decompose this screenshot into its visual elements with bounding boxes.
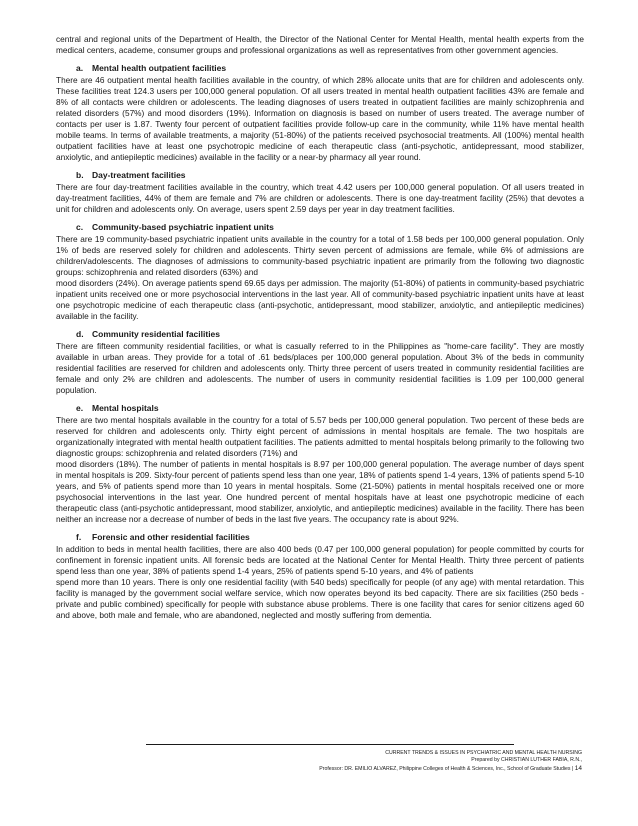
page-number: 14 xyxy=(574,764,582,772)
footer-professor-line xyxy=(162,765,582,773)
section-title: Community-based psychiatric inpatient units xyxy=(92,222,274,232)
section-paragraph: mood disorders (24%). On average patients spend 69.65 days per admission. The majority (51-80%) of patients in community-based psychiatric inpatient units received one or more psychosocial interventions in the last year. All of community-based psychiatric inpatient units have at least one psychotropic medicine of each therapeutic class (anti-psychotic, antidepressant, mood stabilizer, anxiolytic, and antiepileptic medicines) available in the facility. xyxy=(56,278,584,321)
section-letter: f. xyxy=(76,532,82,542)
section-paragraph: There are fifteen community residential facilities, or what is casually referred to in the Philippines as "home-care facility". They are mostly available in urban areas. They provide for a total of .61 beds/places per 100,000 general population. About 3% of the beds in community residential facilities are reserved for children and adolescents only. Thirty three percent of users treated in community residential facilities are female and only 2% are children and adolescents. The number of users in community residential facilities is 1.09 per 100,000 general population. xyxy=(56,341,584,395)
section-letter: c. xyxy=(76,222,84,232)
section-heading xyxy=(56,329,584,340)
section-mental-hospitals xyxy=(56,403,584,525)
page-footer xyxy=(162,750,582,773)
intro-paragraph: central and regional units of the Department of Health, the Director of the National Center for Mental Health, mental health experts from the medical centers, academe, consumer groups and professional organizations as well as representatives from other government agencies. xyxy=(56,34,584,55)
section-paragraph: There are 46 outpatient mental health facilities available in the country, of which 28% allocate units that are for children and adolescents only. These facilities treat 124.3 users per 100,000 general population. Of all users treated in mental health outpatient facilities 43% are female and 8% of all contacts were children or adolescents. The leading diagnoses of users treated in outpatient facilities are mainly schizophrenia and related disorders (57%) and mood disorders (19%). Information on diagnosis is based on number of users treated. The average number of contacts per user is 1.87. Twenty four percent of outpatient facilities provide follow-up care in the community, while 11% have mental health mobile teams. In terms of available treatments, a majority (51-80%) of the patients received psychosocial treatments. All (100%) mental health outpatient facilities have at least one psychotropic medicine of each therapeutic class (anti-psychotic, antidepressant, mood stabilizer, anxiolytic, and antiepileptic medicines) available in the facility or a near-by pharmacy all year round. xyxy=(56,75,584,162)
footer-rule xyxy=(146,744,514,745)
section-paragraph: There are four day-treatment facilities available in the country, which treat 4.42 users per 100,000 general population. Of all users treated in day-treatment facilities, 44% of them are female and 7% are children or adolescents. There is one day-treatment facility (25%) that devotes a unit for children and adolescents only. On average, users spent 2.59 days per year in day treatment facilities. xyxy=(56,182,584,214)
section-title: Community residential facilities xyxy=(92,329,221,339)
section-heading xyxy=(56,532,584,543)
section-title: Mental hospitals xyxy=(92,403,159,413)
section-title: Day-treatment facilities xyxy=(92,170,186,180)
document-page xyxy=(56,34,584,621)
section-letter: d. xyxy=(76,329,84,339)
section-day-treatment xyxy=(56,170,584,215)
section-heading xyxy=(56,222,584,233)
footer-professor: Professor: DR. EMILIO ALVAREZ, Philippine Colleges of Health & Sciences, Inc., School of Graduate Studies xyxy=(319,765,571,772)
section-community-inpatient xyxy=(56,222,584,322)
section-paragraph: mood disorders (18%). The number of patients in mental hospitals is 8.97 per 100,000 general population. The average number of days spent in mental hospitals is 209. Sixty-four percent of patients spend less than one year, 18% of patients spend 1-4 years, 13% of patients spend 5-10 years, and 5% of patients spend more than 10 years in mental hospitals. Some (21-50%) patients in mental hospitals received one or more psychosocial interventions in the last year. One hundred percent of mental hospitals have at least one psychotropic medicine of each therapeutic class (anti-psychotic antidepressant, mood stabilizer, anxiolytic, and antiepileptic medicines) available in the facility. There has been neither an increase nor a decrease of number of beds in the last five years. The occupancy rate is about 92%. xyxy=(56,459,584,524)
section-heading xyxy=(56,170,584,181)
section-paragraph: In addition to beds in mental health facilities, there are also 400 beds (0.47 per 100,000 general population) for people committed by courts for confinement in forensic inpatient units. All forensic beds are located at the National Center for Mental Health. Thirty three percent of patients spend less than one year, 38% of patients spend 1-4 years, 25% of patients spend 5-10 years, and 4% of patients xyxy=(56,544,584,576)
section-community-residential xyxy=(56,329,584,396)
section-heading xyxy=(56,63,584,74)
section-paragraph: spend more than 10 years. There is only one residential facility (with 540 beds) specifically for people (of any age) with mental retardation. This facility is managed by the government social welfare service, which now operates beyond its bed capacity. There are six facilities (250 beds - private and public combined) specifically for people with substance abuse problems. There is one facility that cares for senior citizens aged 60 and above, both male and female, who are abandoned, neglected and mostly suffering from dementia. xyxy=(56,577,584,620)
section-paragraph: There are 19 community-based psychiatric inpatient units available in the country for a total of 1.58 beds per 100,000 general population. Only 1% of beds are reserved solely for children and adolescents. Thirty seven percent of admissions are female, while 6% of admissions are children/adolescents. The diagnoses of admissions to community-based psychiatric inpatient are primarily from the following two diagnostic groups: schizophrenia and related disorders (63%) and xyxy=(56,234,584,277)
section-outpatient xyxy=(56,63,584,163)
footer-prepared-by: Prepared by CHRISTIAN LUTHER FABIA, R.N., xyxy=(471,757,582,764)
section-paragraph: There are two mental hospitals available in the country for a total of 5.57 beds per 100,000 general population. Two percent of these beds are reserved for children and adolescents only. Thirty eight percent of admissions in mental hospitals are female. The two hospitals are organizationally integrated with mental health outpatient facilities. The patients admitted to mental hospitals belong primarily to the following two diagnostic groups: schizophrenia and related disorders (71%) and xyxy=(56,415,584,458)
section-letter: b. xyxy=(76,170,84,180)
section-forensic xyxy=(56,532,584,621)
section-letter: e. xyxy=(76,403,84,413)
section-letter: a. xyxy=(76,63,84,73)
section-heading xyxy=(56,403,584,414)
footer-separator: | xyxy=(571,765,574,772)
section-title: Mental health outpatient facilities xyxy=(92,63,227,73)
footer-course-title: CURRENT TRENDS & ISSUES IN PSYCHIATRIC AND MENTAL HEALTH NURSING xyxy=(385,750,582,756)
section-title: Forensic and other residential facilities xyxy=(92,532,250,542)
